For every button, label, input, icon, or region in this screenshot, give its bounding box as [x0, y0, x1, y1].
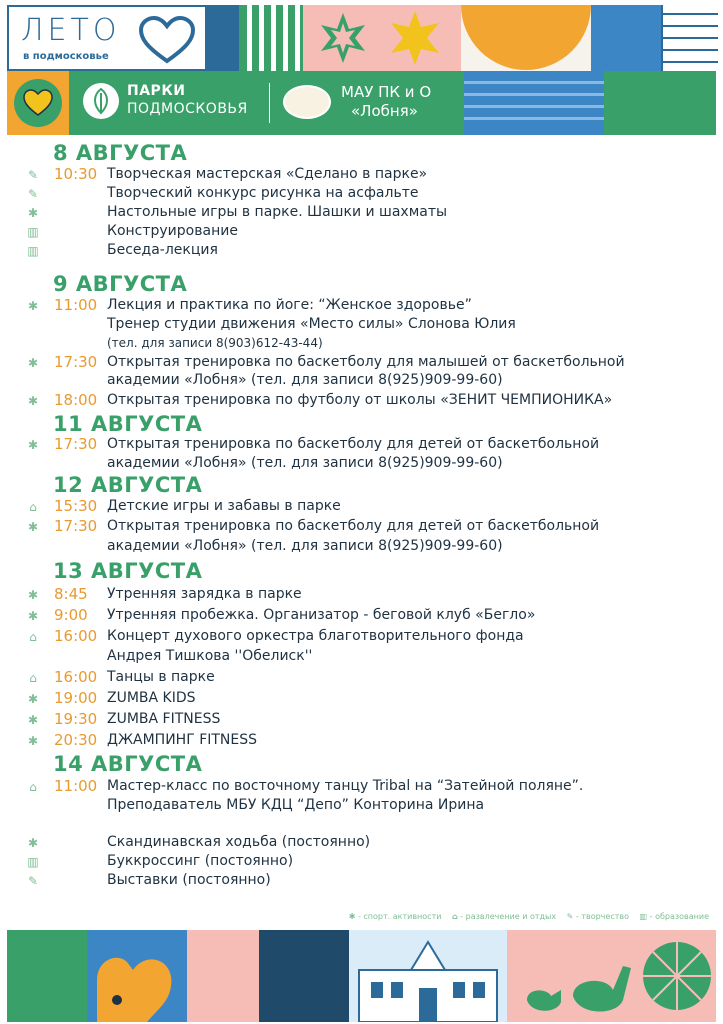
schedule-row	[0, 296, 723, 316]
runner-icon: ✱	[27, 520, 39, 534]
event-text: Буккроссинг (постоянно)	[107, 853, 294, 869]
event-time: 16:00	[54, 668, 98, 686]
leaf-icon	[83, 83, 119, 119]
schedule-row	[0, 585, 723, 605]
schedule-row	[0, 537, 723, 557]
schedule-row	[0, 731, 723, 751]
footer-banner	[7, 930, 716, 1022]
org-subtitle: «Лобня»	[351, 102, 418, 120]
event-text: Конструирование	[107, 223, 238, 239]
ducks-illustration	[507, 930, 637, 1022]
event-time: 10:30	[54, 165, 98, 183]
runner-icon: ✱	[27, 836, 39, 850]
deco-stars	[303, 5, 461, 71]
org-title: МАУ ПК и О	[341, 83, 432, 101]
logo-subtitle: в подмосковье	[23, 51, 109, 62]
event-text: ZUMBA KIDS	[107, 690, 196, 706]
schedule-row	[0, 852, 723, 872]
event-text: (тел. для записи 8(903)612-43-44)	[107, 336, 323, 350]
event-time: 16:00	[54, 627, 98, 645]
brush-icon: ✎	[566, 912, 574, 921]
park-logo	[283, 85, 331, 119]
schedule-row	[0, 833, 723, 853]
deco-sun	[461, 5, 591, 71]
event-text: Открытая тренировка по баскетболу для детей от баскетбольной	[107, 436, 600, 452]
event-text: Мастер-класс по восточному танцу Tribal на “Затейной поляне”.	[107, 778, 584, 794]
event-text: Лекция и практика по йоге: “Женское здоровье”	[107, 297, 472, 313]
event-text: Танцы в парке	[107, 669, 215, 685]
book-icon: ▥	[639, 912, 648, 921]
parks-subtitle: ПОДМОСКОВЬЯ	[127, 101, 248, 117]
cake-icon: ⌂	[29, 780, 37, 794]
brush-icon: ✎	[27, 168, 39, 182]
event-text: академии «Лобня» (тел. для записи 8(925)909-99-60)	[107, 455, 503, 471]
summer-logo	[7, 5, 207, 71]
runner-icon: ✱	[27, 692, 39, 706]
cake-icon: ⌂	[451, 912, 458, 921]
schedule-row	[0, 497, 723, 517]
schedule-row	[0, 710, 723, 730]
event-time: 17:30	[54, 353, 98, 371]
event-text: Открытая тренировка по баскетболу для детей от баскетбольной	[107, 518, 600, 534]
runner-icon: ✱	[27, 588, 39, 602]
event-text: Открытая тренировка по баскетболу для малышей от баскетбольной	[107, 354, 625, 370]
runner-icon: ✱	[27, 299, 39, 313]
schedule-row	[0, 871, 723, 891]
schedule-row	[0, 333, 723, 353]
schedule-row	[0, 689, 723, 709]
schedule-row	[0, 647, 723, 667]
schedule-row	[0, 184, 723, 204]
event-time: 20:30	[54, 731, 98, 749]
book-icon: ▥	[27, 855, 39, 869]
runner-icon: ✱	[27, 356, 39, 370]
day-heading: 11 АВГУСТА	[53, 412, 203, 436]
schedule-row	[0, 454, 723, 474]
schedule-row	[0, 222, 723, 242]
day-heading: 13 АВГУСТА	[53, 559, 203, 583]
event-text: Открытая тренировка по футболу от школы «ЗЕНИТ ЧЕМПИОНИКА»	[107, 392, 613, 408]
divider	[269, 83, 270, 123]
event-text: Творческая мастерская «Сделано в парке»	[107, 166, 428, 182]
runner-icon: ✱	[27, 609, 39, 623]
runner-icon: ✱	[27, 713, 39, 727]
event-text: Преподаватель МБУ КДЦ “Депо” Конторина Ирина	[107, 797, 485, 813]
heart-icon	[137, 15, 197, 65]
icon-legend	[341, 912, 709, 921]
event-time: 11:00	[54, 296, 98, 314]
event-text: Утренняя зарядка в парке	[107, 586, 302, 602]
schedule-row	[0, 391, 723, 411]
cake-icon: ⌂	[29, 671, 37, 685]
legend-education: ▥ - образование	[639, 912, 709, 921]
schedule-row	[0, 371, 723, 391]
runner-icon: ✱	[27, 394, 39, 408]
event-text: Творческий конкурс рисунка на асфальте	[107, 185, 419, 201]
book-icon: ▥	[27, 225, 39, 239]
event-text: Утренняя пробежка. Организатор - беговой клуб «Бегло»	[107, 607, 536, 623]
deco-block	[7, 930, 87, 1022]
event-text: академии «Лобня» (тел. для записи 8(925)909-99-60)	[107, 372, 503, 388]
event-text: Андрея Тишкова ''Обелиск''	[107, 648, 313, 664]
schedule-row	[0, 517, 723, 537]
deco-block	[207, 5, 239, 71]
schedule-row	[0, 627, 723, 647]
parks-title: ПАРКИ	[127, 83, 186, 99]
schedule-row	[0, 606, 723, 626]
schedule-row	[0, 165, 723, 185]
schedule-row	[0, 668, 723, 688]
event-text: Детские игры и забавы в парке	[107, 498, 341, 514]
header-banner	[7, 5, 716, 135]
heart-badge	[7, 71, 69, 135]
event-text: Скандинавская ходьба (постоянно)	[107, 834, 371, 850]
logo-title: ЛЕТО	[21, 13, 121, 48]
event-text: Концерт духового оркестра благотворительного фонда	[107, 628, 524, 644]
wheel-illustration	[637, 930, 716, 1022]
deco-lines	[464, 71, 604, 135]
deco-block	[591, 5, 661, 71]
brush-icon: ✎	[27, 187, 39, 201]
event-time: 11:00	[54, 777, 98, 795]
event-time: 19:00	[54, 689, 98, 707]
runner-icon: ✱	[348, 912, 356, 921]
event-time: 15:30	[54, 497, 98, 515]
event-time: 17:30	[54, 517, 98, 535]
building-illustration	[349, 930, 507, 1022]
organizers-band	[69, 71, 464, 135]
day-heading: 14 АВГУСТА	[53, 752, 203, 776]
cake-icon: ⌂	[29, 500, 37, 514]
legend-sport: ✱ - спорт. активности	[348, 912, 442, 921]
runner-icon: ✱	[27, 438, 39, 452]
deco-lines	[661, 5, 716, 71]
day-heading: 9 АВГУСТА	[53, 272, 188, 296]
schedule-row	[0, 315, 723, 335]
event-time: 9:00	[54, 606, 88, 624]
deco-block	[187, 930, 259, 1022]
schedule-row	[0, 353, 723, 373]
day-heading: 8 АВГУСТА	[53, 141, 188, 165]
deco-stripes	[239, 5, 303, 71]
schedule-row	[0, 435, 723, 455]
cake-icon: ⌂	[29, 630, 37, 644]
event-text: Настольные игры в парке. Шашки и шахматы	[107, 204, 448, 220]
schedule-row	[0, 203, 723, 223]
book-icon: ▥	[27, 244, 39, 258]
event-text: Выставки (постоянно)	[107, 872, 271, 888]
day-heading: 12 АВГУСТА	[53, 473, 203, 497]
squirrel-illustration	[87, 930, 187, 1022]
event-time: 18:00	[54, 391, 98, 409]
heart-icon	[7, 71, 69, 135]
event-text: ZUMBA FITNESS	[107, 711, 221, 727]
schedule-row	[0, 777, 723, 797]
event-text: академии «Лобня» (тел. для записи 8(925)909-99-60)	[107, 538, 503, 554]
runner-icon: ✱	[27, 734, 39, 748]
event-time: 19:30	[54, 710, 98, 728]
legend-creative: ✎ - творчество	[566, 912, 629, 921]
legend-fun: ⌂ - развлечение и отдых	[451, 912, 557, 921]
schedule-row	[0, 241, 723, 261]
deco-block	[604, 71, 716, 135]
event-time: 17:30	[54, 435, 98, 453]
event-time: 8:45	[54, 585, 88, 603]
runner-icon: ✱	[27, 206, 39, 220]
event-text: Беседа-лекция	[107, 242, 218, 258]
schedule-row	[0, 796, 723, 816]
deco-block	[259, 930, 349, 1022]
brush-icon: ✎	[27, 874, 39, 888]
event-text: Тренер студии движения «Место силы» Слонова Юлия	[107, 316, 516, 332]
event-text: ДЖАМПИНГ FITNESS	[107, 732, 258, 748]
